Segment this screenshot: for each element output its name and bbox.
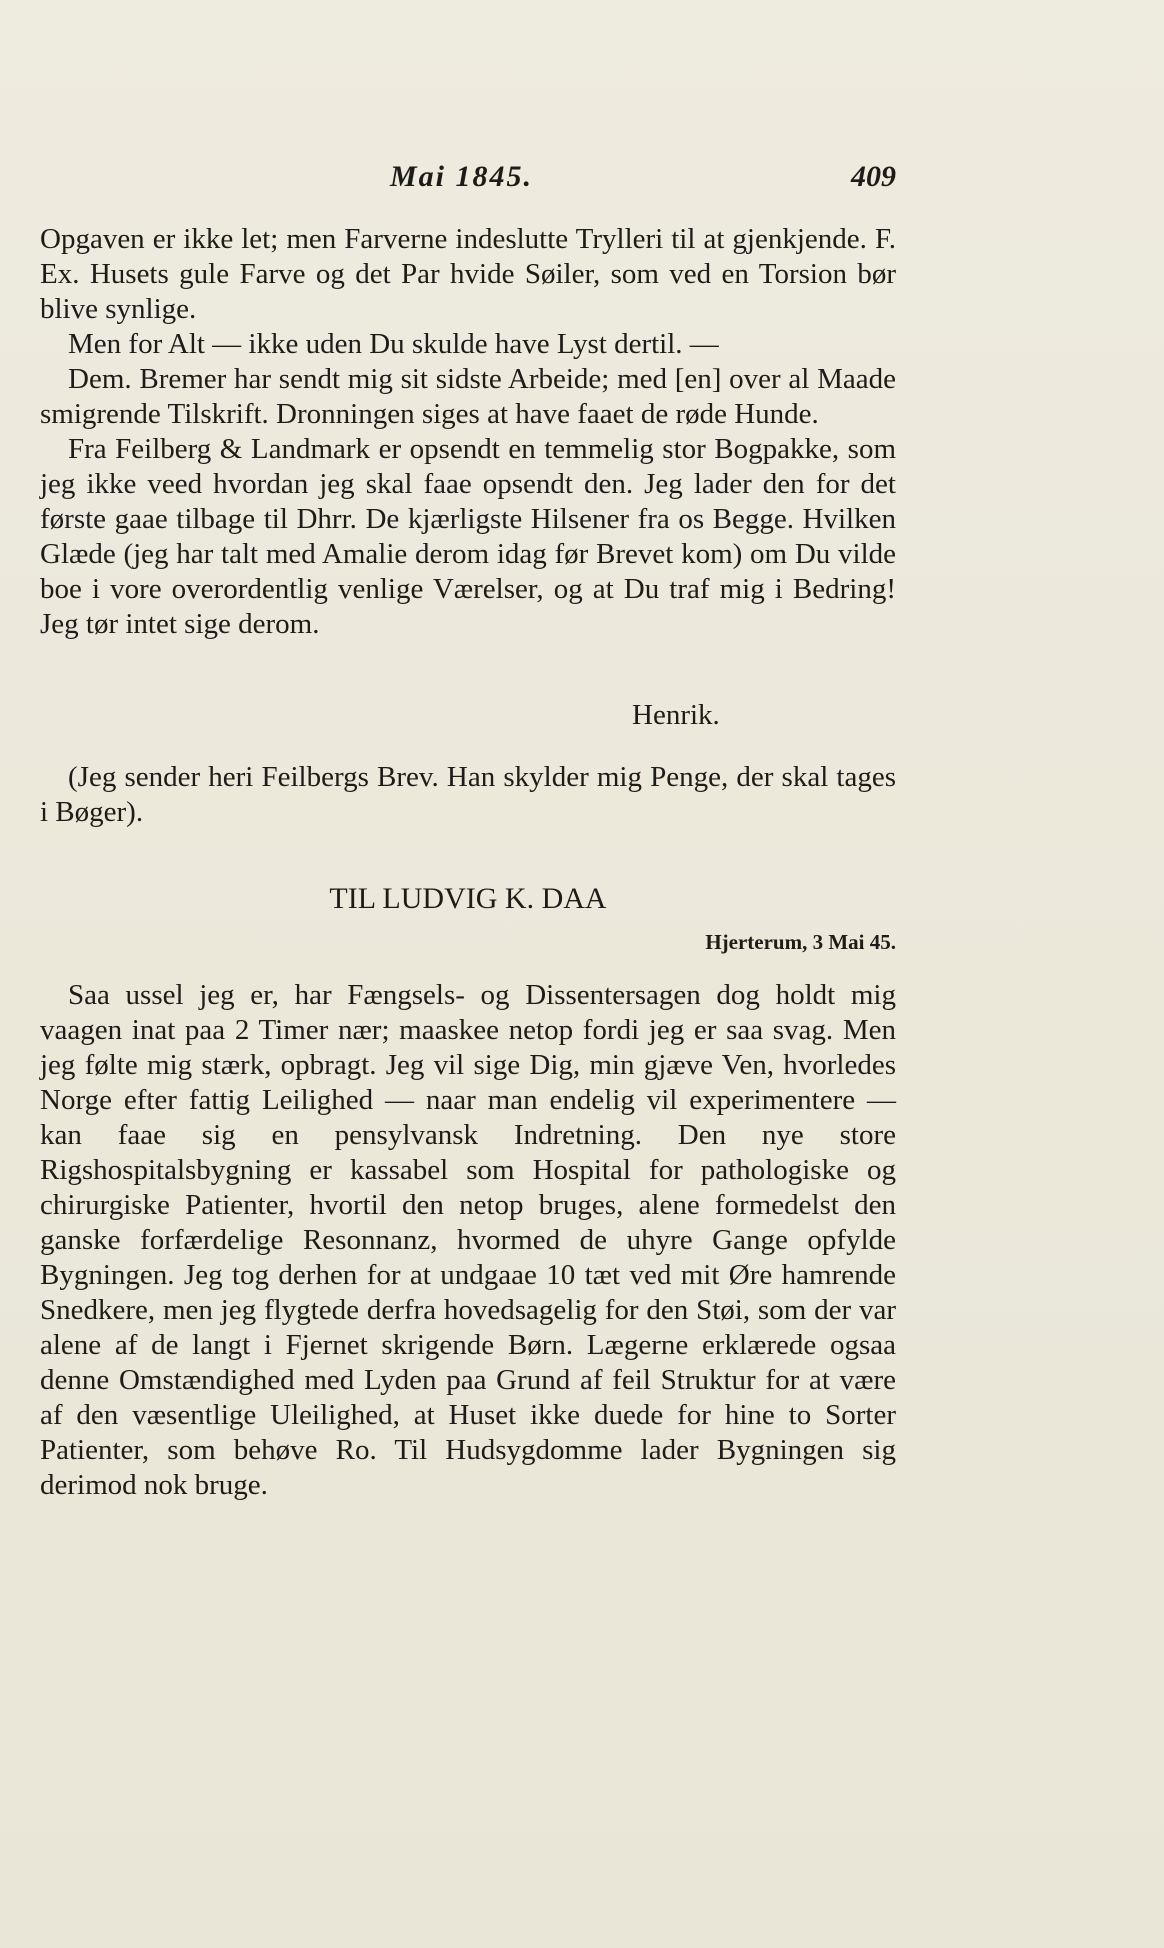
- letter-1-body: [40, 222, 896, 642]
- dateline: Hjerterum, 3 Mai 45.: [705, 930, 896, 954]
- paragraph: Dem. Bremer har sendt mig sit sidste Arbeide; med [en] over al Maade smigrende Tilskrift. Dronningen siges at have faaet de røde Hunde.: [40, 363, 896, 430]
- letter-2-body: [40, 978, 896, 1503]
- running-head: [40, 160, 896, 200]
- postscript: (Jeg sender heri Feilbergs Brev. Han skylder mig Penge, der skal tages i Bøger).: [40, 761, 896, 828]
- letter-heading: TIL LUDVIG K. DAA: [329, 882, 607, 915]
- paragraph: Opgaven er ikke let; men Farverne indeslutte Trylleri til at gjenkjende. F. Ex. Husets gule Farve og det Par hvide Søiler, som ved en Torsion bør blive synlige.: [40, 223, 896, 325]
- signature: Henrik.: [632, 699, 720, 731]
- running-title: Mai 1845.: [390, 160, 534, 193]
- postscript-block: [40, 760, 896, 830]
- paragraph: Men for Alt — ikke uden Du skulde have Lyst dertil. —: [68, 328, 719, 360]
- paragraph: Saa ussel jeg er, har Fængsels- og Dissentersagen dog holdt mig vaagen inat paa 2 Timer nær; maaskee netop fordi jeg er saa svag. Men jeg følte mig stærk, opbragt. Jeg vil sige Dig, min gjæve Ven, hvorledes Norge efter fattig Leilighed — naar man endelig vil experimentere — kan faae sig en pensylvansk Indretning. Den nye store Rigshospitalsbygning er kassabel som Hospital for pathologiske og chirurgiske Patienter, hvortil den netop bruges, alene formedelst den ganske forfærdelige Resonnanz, hvormed de uhyre Gange opfylde Bygningen. Jeg tog derhen for at undgaae 10 tæt ved mit Øre hamrende Snedkere, men jeg flygtede derfra hovedsagelig for den Støi, som der var alene af de langt i Fjernet skrigende Børn. Lægerne erklærede ogsaa denne Omstændighed med Lyden paa Grund af feil Struktur for at være af den væsentlige Uleilighed, at Huset ikke duede for hine to Sorter Patienter, som behøve Ro. Til Hudsygdomme lader Bygningen sig derimod nok bruge.: [40, 979, 896, 1501]
- page-number: 409: [851, 160, 896, 193]
- paragraph: Fra Feilberg & Landmark er opsendt en temmelig stor Bogpakke, som jeg ikke veed hvordan jeg skal faae opsendt den. Jeg lader den for det første gaae tilbage til Dhrr. De kjærligste Hilsener fra os Begge. Hvilken Glæde (jeg har talt med Amalie derom idag før Brevet kom) om Du vilde boe i vore overordentlig venlige Værelser, og at Du traf mig i Bedring! Jeg tør intet sige derom.: [40, 433, 896, 640]
